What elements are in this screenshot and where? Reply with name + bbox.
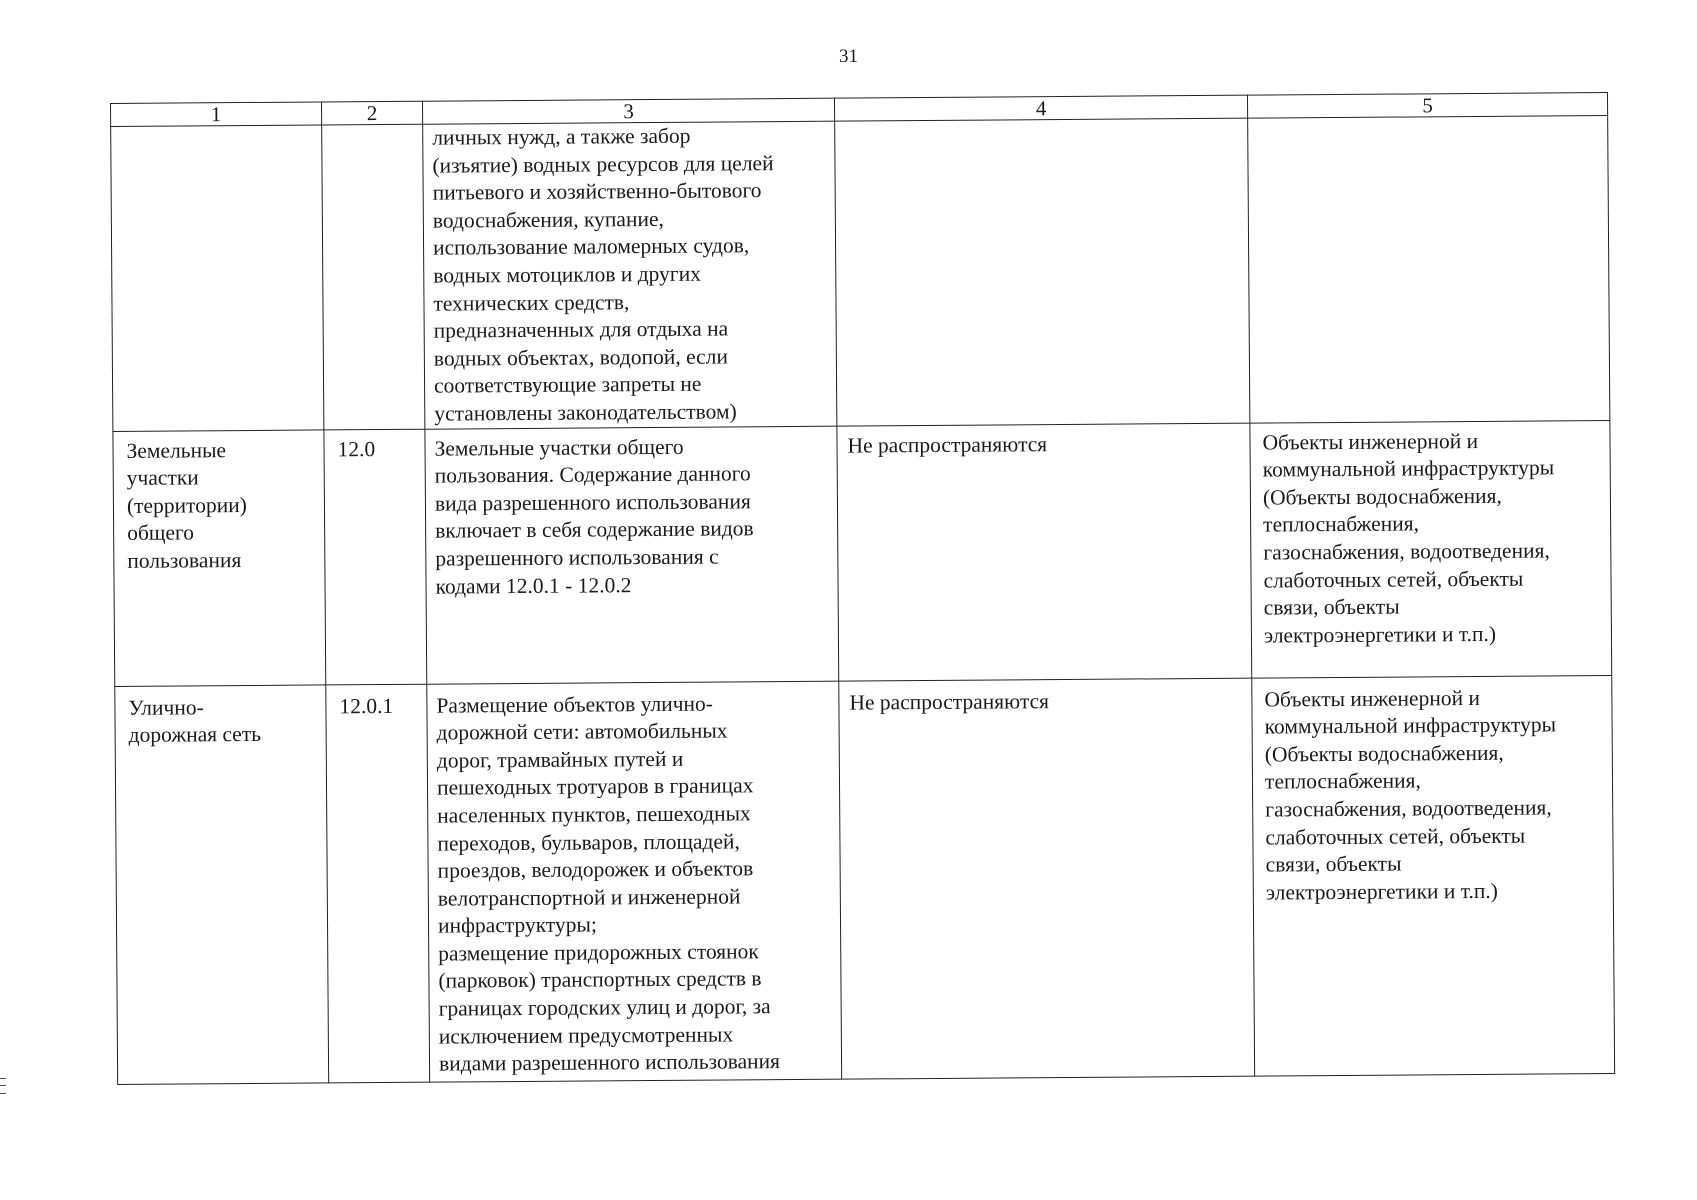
table-row [111, 116, 1610, 431]
header-cell-2: 2 [321, 101, 422, 125]
auxiliary-uses-cell: Объекты инженерной и коммунальной инфраструктуры (Объекты водоснабжения, теплоснабжения, газоснабжения, водоотведения, слаботочных сетей, объекты связи, объекты электроэнергетики и т.п.) [1252, 675, 1615, 1076]
use-code-cell: 12.0.1 [326, 684, 430, 1083]
page-number: 31 [839, 46, 858, 67]
table-row [113, 420, 1612, 686]
use-code-cell: 12.0 [324, 429, 427, 685]
use-description-cell: личных нужд, а также забор (изъятие) водных ресурсов для целей питьевого и хозяйственно-бытового водоснабжения, купание, использование маломерных судов, водных мотоциклов и других технических средств, предназначенных для отдыха на водных объектах, водопой, если соответствующие запреты не установлены законодательством) [423, 121, 837, 429]
auxiliary-uses-cell: Объекты инженерной и коммунальной инфраструктуры (Объекты водоснабжения, теплоснабжения, газоснабжения, водоотведения, слаботочных сетей, объекты связи, объекты электроэнергетики и т.п.) [1250, 420, 1612, 678]
auxiliary-uses-cell [1248, 116, 1610, 423]
use-code-cell [322, 124, 425, 429]
header-cell-3: 3 [422, 98, 834, 124]
use-description-cell: Размещение объектов улично- дорожной сети: автомобильных дорог, трамвайных путей и пешеходных тротуаров в границах населенных пунктов, пешеходных переходов, бульваров, площадей, проездов, велодорожек и объектов велотранспортной и инженерной инфраструктуры; размещение придорожных стоянок (парковок) транспортных средств в границах городских улиц и дорог, за исключением предусмотренных видами разрешенного использования [427, 681, 842, 1082]
header-cell-5: 5 [1247, 93, 1607, 119]
table-row [115, 675, 1615, 1084]
header-cell-1: 1 [111, 102, 322, 127]
parameters-cell: Не распространяются [837, 423, 1252, 681]
zoning-table [110, 92, 1615, 1084]
use-description-cell: Земельные участки общего пользования. Содержание данного вида разрешенного использования включает в себя содержание видов разрешенного использования с кодами 12.0.1 - 12.0.2 [425, 426, 839, 684]
parameters-cell: Не распространяются [839, 678, 1255, 1079]
use-name-cell: Улично- дорожная сеть [115, 684, 329, 1084]
use-name-cell: Земельные участки (территории) общего пользования [113, 429, 326, 686]
parameters-cell [835, 118, 1250, 426]
header-cell-4: 4 [834, 95, 1247, 121]
use-name-cell [111, 125, 324, 431]
scan-margin-mark [0, 1078, 6, 1094]
